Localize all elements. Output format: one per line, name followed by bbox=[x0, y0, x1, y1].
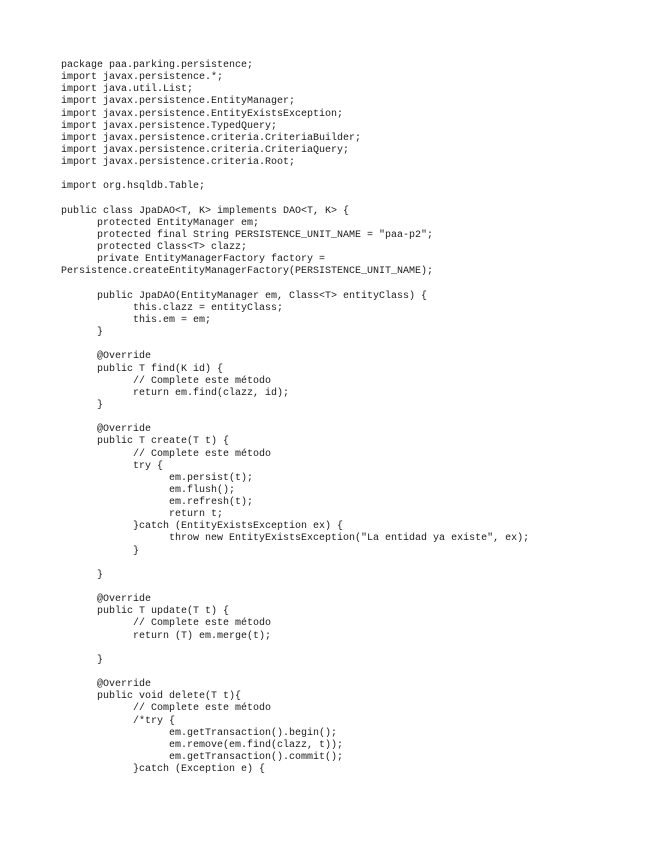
code-line: import javax.persistence.criteria.Root; bbox=[61, 157, 296, 169]
code-line: @Override bbox=[61, 424, 152, 436]
code-line: protected final String PERSISTENCE_UNIT_NAME = "paa-p2"; bbox=[61, 229, 434, 241]
code-line: import javax.persistence.EntityExistsException; bbox=[61, 108, 344, 120]
code-line: import javax.persistence.TypedQuery; bbox=[61, 120, 278, 132]
code-line: try { bbox=[61, 460, 164, 472]
code-line: @Override bbox=[61, 679, 152, 691]
code-line: import javax.persistence.*; bbox=[61, 72, 224, 84]
code-line: }catch (EntityExistsException ex) { bbox=[61, 521, 344, 533]
code-line: public void delete(T t){ bbox=[61, 691, 242, 703]
code-line: import javax.persistence.criteria.CriteriaQuery; bbox=[61, 144, 350, 156]
code-line bbox=[61, 643, 529, 655]
code-line: package paa.parking.persistence; bbox=[61, 60, 254, 71]
code-line: em.getTransaction().begin(); bbox=[61, 727, 338, 739]
code-line bbox=[61, 194, 529, 206]
code-line: @Override bbox=[61, 594, 152, 606]
code-line: return t; bbox=[61, 509, 224, 521]
code-line: }catch (Exception e) { bbox=[61, 764, 266, 776]
code-line: // Complete este método bbox=[61, 703, 272, 715]
code-line bbox=[61, 279, 529, 291]
code-line bbox=[61, 558, 529, 570]
code-line: return (T) em.merge(t); bbox=[61, 630, 272, 642]
code-line: // Complete este método bbox=[61, 618, 272, 630]
code-line: } bbox=[61, 545, 140, 557]
code-line bbox=[61, 582, 529, 594]
code-line: this.clazz = entityClass; bbox=[61, 302, 284, 314]
code-line: public JpaDAO(EntityManager em, Class<T> entityClass) { bbox=[61, 290, 428, 302]
code-line: protected EntityManager em; bbox=[61, 217, 260, 229]
code-line: import javax.persistence.criteria.CriteriaBuilder; bbox=[61, 132, 362, 144]
code-line: /*try { bbox=[61, 715, 176, 727]
code-line: public T update(T t) { bbox=[61, 606, 230, 618]
code-line: @Override bbox=[61, 351, 152, 363]
code-line: private EntityManagerFactory factory = bbox=[61, 254, 326, 266]
code-line bbox=[61, 169, 529, 181]
code-line: } bbox=[61, 654, 104, 666]
code-line: em.getTransaction().commit(); bbox=[61, 752, 344, 764]
code-line: return em.find(clazz, id); bbox=[61, 387, 290, 399]
code-line bbox=[61, 412, 529, 424]
code-line: throw new EntityExistsException("La entidad ya existe", ex); bbox=[61, 533, 530, 545]
code-listing bbox=[61, 60, 529, 776]
code-line: public T find(K id) { bbox=[61, 363, 224, 375]
code-line: this.em = em; bbox=[61, 314, 212, 326]
code-line: em.persist(t); bbox=[61, 472, 254, 484]
code-line: em.remove(em.find(clazz, t)); bbox=[61, 739, 344, 751]
code-line: import org.hsqldb.Table; bbox=[61, 181, 206, 193]
code-line: } bbox=[61, 569, 104, 581]
code-line: // Complete este método bbox=[61, 375, 272, 387]
code-line: public class JpaDAO<T, K> implements DAO<T, K> { bbox=[61, 205, 350, 217]
code-line: } bbox=[61, 399, 104, 411]
code-line: protected Class<T> clazz; bbox=[61, 242, 248, 254]
code-line bbox=[61, 339, 529, 351]
code-line: } bbox=[61, 327, 104, 339]
code-line: Persistence.createEntityManagerFactory(PERSISTENCE_UNIT_NAME); bbox=[61, 266, 434, 278]
code-line: em.flush(); bbox=[61, 484, 236, 496]
code-line: import java.util.List; bbox=[61, 84, 194, 96]
code-line: import javax.persistence.EntityManager; bbox=[61, 96, 296, 108]
code-line bbox=[61, 667, 529, 679]
code-line: // Complete este método bbox=[61, 448, 272, 460]
code-line: em.refresh(t); bbox=[61, 497, 254, 509]
code-line: public T create(T t) { bbox=[61, 436, 230, 448]
